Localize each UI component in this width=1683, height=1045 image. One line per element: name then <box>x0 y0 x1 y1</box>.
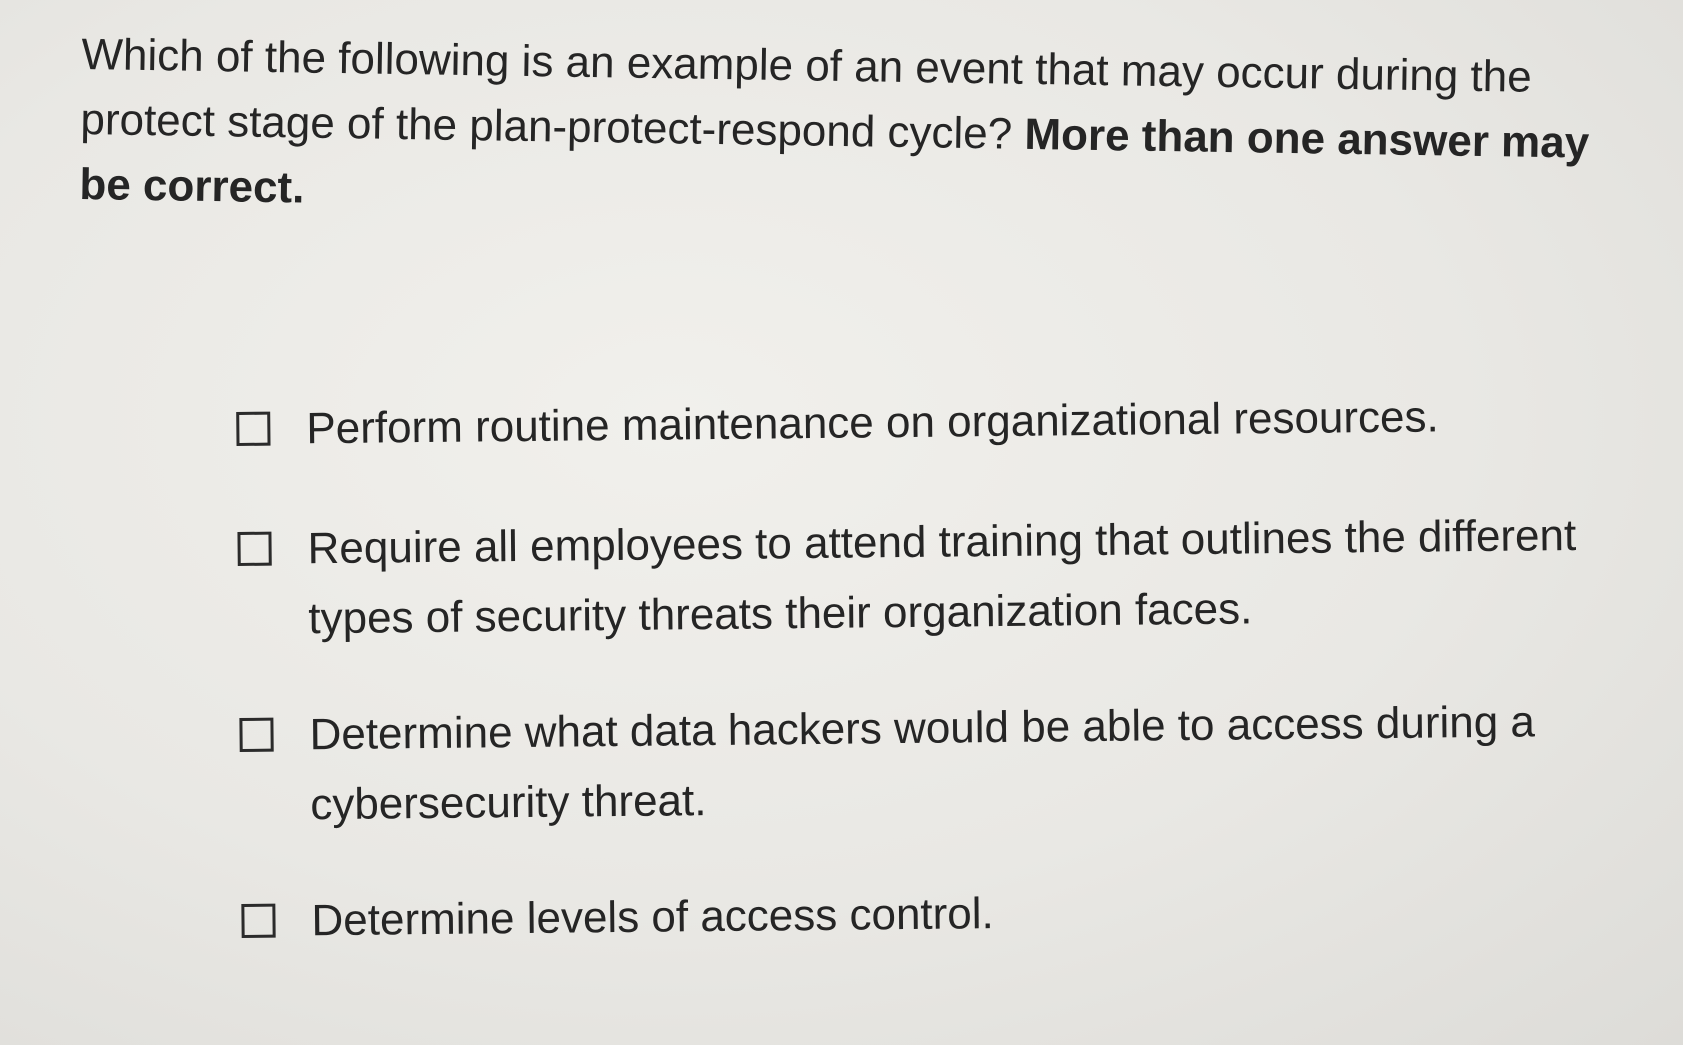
answer-option[interactable] <box>241 872 1642 957</box>
answer-option[interactable] <box>237 500 1638 655</box>
answer-option[interactable] <box>236 380 1637 465</box>
checkbox[interactable] <box>241 904 275 938</box>
checkbox[interactable] <box>236 412 270 446</box>
checkbox[interactable] <box>237 532 271 566</box>
answer-option[interactable] <box>239 686 1640 841</box>
question-text: Which of the following is an example of an event that may occur during the protect stage of the plan-protect-respond cycle? <box>80 29 1533 159</box>
checkbox[interactable] <box>239 718 273 752</box>
answer-option-label: Determine levels of access control. <box>311 889 995 946</box>
question-prompt <box>79 22 1622 241</box>
question-instruction: More than one answer may be correct. <box>79 109 1590 213</box>
answer-option-label: Require all employees to attend training that outlines the different types of security threats their organization faces. <box>307 510 1577 644</box>
answer-options <box>236 380 1642 1007</box>
answer-option-label: Perform routine maintenance on organizational resources. <box>306 392 1439 454</box>
answer-option-label: Determine what data hackers would be able to access during a cybersecurity threat. <box>309 697 1536 830</box>
